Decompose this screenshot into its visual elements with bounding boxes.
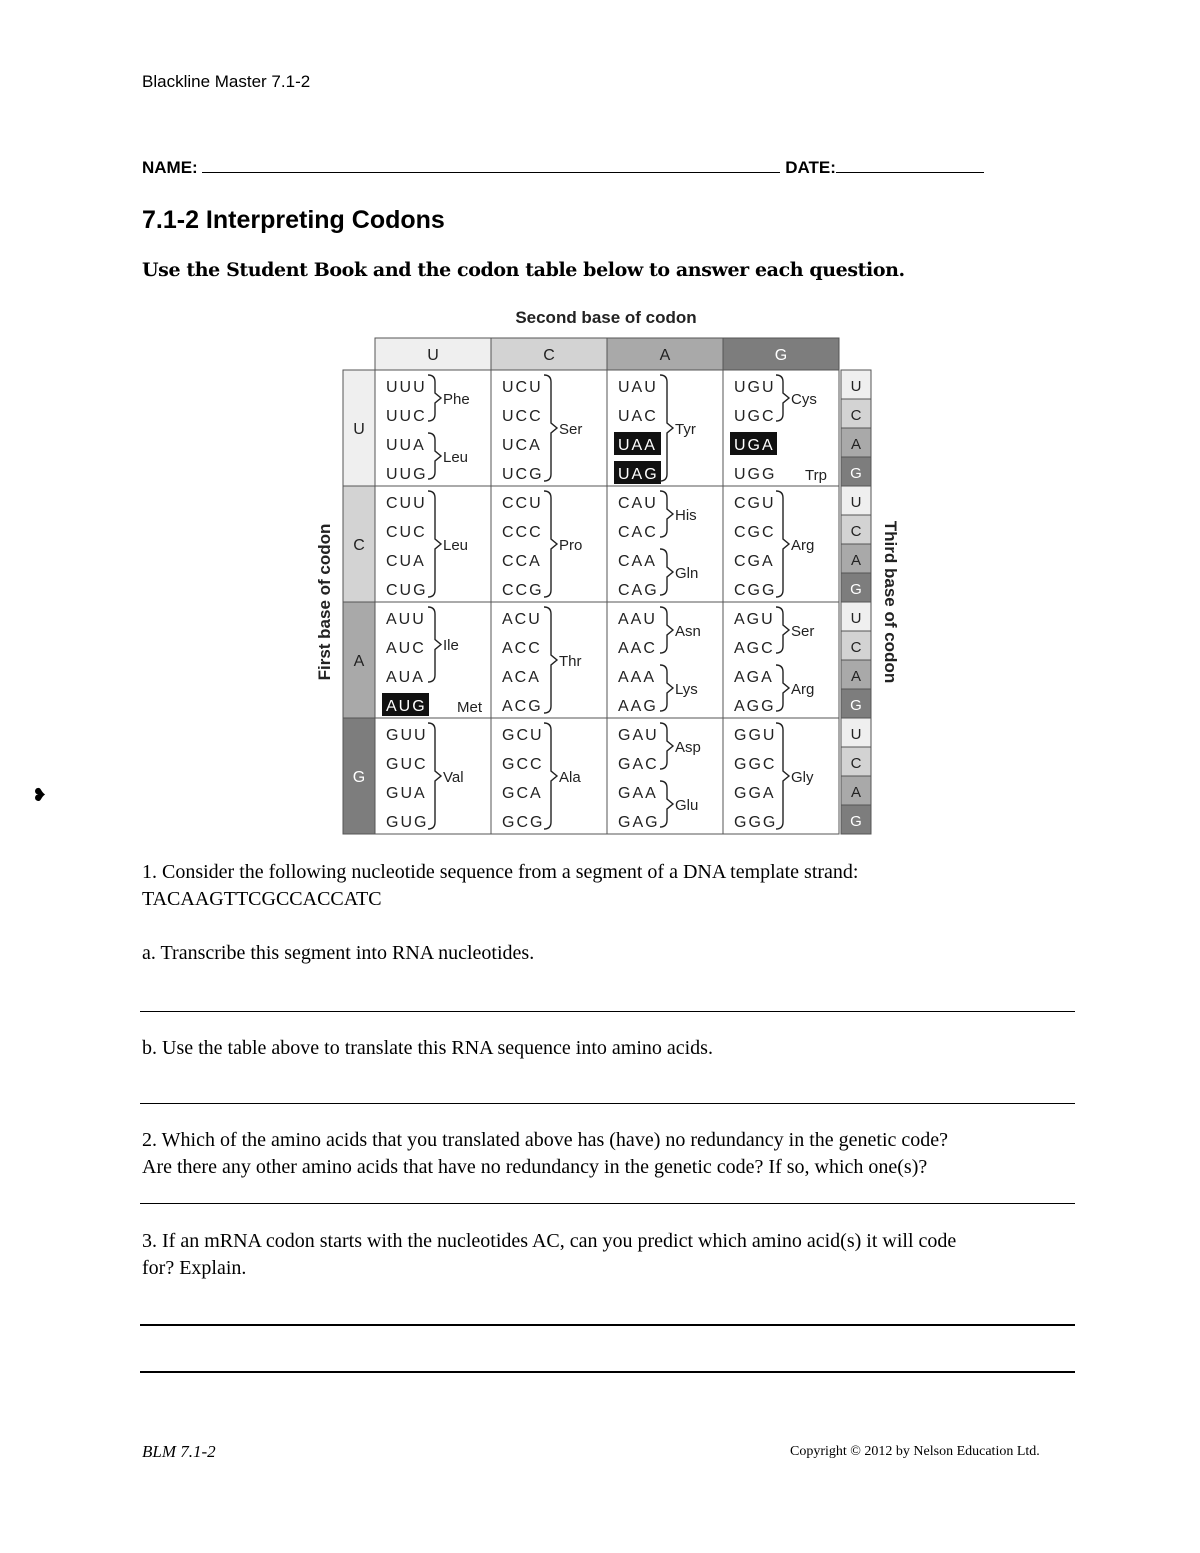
codon-CUG: CUG <box>386 582 428 599</box>
third-base-label-A: A <box>850 668 862 685</box>
answer-line-3a[interactable] <box>140 1324 1075 1326</box>
footer-copyright: Copyright © 2012 by Nelson Education Ltd. <box>790 1444 1040 1459</box>
codon-UUA: UUA <box>386 437 426 454</box>
codon-CUA: CUA <box>386 553 426 570</box>
third-base-label-G: G <box>850 813 862 830</box>
amino-acid-Arg: Arg <box>791 537 815 554</box>
name-label: NAME: <box>142 158 198 177</box>
codon-CGC: CGC <box>734 524 776 541</box>
codon-UAG: UAG <box>618 466 659 483</box>
question-1-text: 1. Consider the following nucleotide sequence from a segment of a DNA template strand: <box>142 861 859 883</box>
codon-CGG: CGG <box>734 582 777 599</box>
codon-GUA: GUA <box>386 785 427 802</box>
codon-CAG: CAG <box>618 582 659 599</box>
codon-CGU: CGU <box>734 495 776 512</box>
amino-acid-Ser: Ser <box>559 421 583 438</box>
third-base-label-G: G <box>850 581 862 598</box>
second-base-label-U: U <box>427 347 439 364</box>
question-3-line-1: 3. If an mRNA codon starts with the nucleotides AC, can you predict which amino acid(s) it will code <box>142 1230 957 1252</box>
codon-CCC: CCC <box>502 524 543 541</box>
dna-sequence: TACAAGTTCGCCACCATC <box>142 888 382 910</box>
codon-CUC: CUC <box>386 524 427 541</box>
codon-GCU: GCU <box>502 727 544 744</box>
codon-UCA: UCA <box>502 437 542 454</box>
codon-GAU: GAU <box>618 727 659 744</box>
question-1b: b. Use the table above to translate this RNA sequence into amino acids. <box>142 1037 713 1059</box>
question-1 <box>142 859 858 913</box>
codon-GGU: GGU <box>734 727 777 744</box>
codon-ACG: ACG <box>502 698 543 715</box>
codon-UGG: UGG <box>734 466 777 483</box>
codon-GUG: GUG <box>386 814 429 831</box>
amino-acid-Lys: Lys <box>675 681 698 698</box>
codon-GAC: GAC <box>618 756 659 773</box>
amino-acid-Ser: Ser <box>791 623 815 640</box>
third-base-label-A: A <box>850 436 862 453</box>
codon-CGA: CGA <box>734 553 775 570</box>
third-base-label-U: U <box>850 726 862 743</box>
amino-acid-Glu: Glu <box>675 797 699 814</box>
question-3-line-2: for? Explain. <box>142 1257 247 1279</box>
amino-acid-Asn: Asn <box>675 623 701 640</box>
third-base-label-C: C <box>850 639 862 656</box>
answer-line-1b[interactable] <box>140 1103 1075 1104</box>
codon-GGG: GGG <box>734 814 778 831</box>
footer-code: BLM 7.1-2 <box>142 1442 216 1461</box>
codon-AAA: AAA <box>618 669 657 686</box>
third-base-label-G: G <box>850 465 862 482</box>
codon-UCG: UCG <box>502 466 544 483</box>
date-label: DATE: <box>785 158 836 177</box>
codon-UUU: UUU <box>386 379 427 396</box>
codon-UCU: UCU <box>502 379 543 396</box>
question-2 <box>142 1127 948 1181</box>
amino-acid-Arg: Arg <box>791 681 815 698</box>
codon-GGA: GGA <box>734 785 776 802</box>
third-base-label-U: U <box>850 494 862 511</box>
amino-acid-Val: Val <box>443 769 464 786</box>
codon-CUU: CUU <box>386 495 427 512</box>
codon-UGA: UGA <box>734 437 775 454</box>
instructions: Use the Student Book and the codon table below to answer each question. <box>142 259 905 281</box>
second-base-label-G: G <box>774 347 788 364</box>
codon-AGC: AGC <box>734 640 775 657</box>
codon-UAA: UAA <box>618 437 657 454</box>
codon-GUU: GUU <box>386 727 428 744</box>
answer-line-2[interactable] <box>140 1203 1075 1204</box>
amino-acid-Leu: Leu <box>443 449 469 466</box>
codon-UAC: UAC <box>618 408 658 425</box>
answer-line-1a[interactable] <box>140 1011 1075 1012</box>
codon-AUG: AUG <box>386 698 427 715</box>
codon-AAC: AAC <box>618 640 657 657</box>
question-3 <box>142 1228 956 1282</box>
codon-UCC: UCC <box>502 408 543 425</box>
first-base-label-G: G <box>352 769 366 786</box>
amino-acid-Asp: Asp <box>675 739 701 756</box>
third-base-label-U: U <box>850 378 862 395</box>
codon-UUG: UUG <box>386 466 428 483</box>
codon-AUA: AUA <box>386 669 425 686</box>
codon-AGA: AGA <box>734 669 774 686</box>
codon-CCU: CCU <box>502 495 543 512</box>
margin-marker-icon: ❥ <box>32 785 48 805</box>
codon-AGG: AGG <box>734 698 776 715</box>
codon-UUC: UUC <box>386 408 427 425</box>
second-base-label-A: A <box>659 347 671 364</box>
second-base-label-C: C <box>543 347 555 364</box>
codon-CCA: CCA <box>502 553 542 570</box>
second-base-title: Second base of codon <box>515 308 697 327</box>
third-base-label-C: C <box>850 755 862 772</box>
answer-line-3b[interactable] <box>140 1371 1075 1373</box>
third-base-label-G: G <box>850 697 862 714</box>
amino-acid-Gln: Gln <box>675 565 699 582</box>
codon-GAG: GAG <box>618 814 660 831</box>
third-base-label-C: C <box>850 407 862 424</box>
blackline-master-label: Blackline Master 7.1-2 <box>142 72 311 91</box>
third-base-title: Third base of codon <box>881 520 900 684</box>
amino-acid-Ile: Ile <box>443 637 459 654</box>
codon-GCC: GCC <box>502 756 544 773</box>
first-base-label-A: A <box>353 653 365 670</box>
third-base-label-A: A <box>850 552 862 569</box>
codon-UGC: UGC <box>734 408 776 425</box>
codon-UGU: UGU <box>734 379 776 396</box>
third-base-label-A: A <box>850 784 862 801</box>
third-base-label-C: C <box>850 523 862 540</box>
codon-GCA: GCA <box>502 785 543 802</box>
codon-GUC: GUC <box>386 756 428 773</box>
codon-AGU: AGU <box>734 611 775 628</box>
amino-acid-Cys: Cys <box>791 391 817 408</box>
amino-acid-Pro: Pro <box>559 537 583 554</box>
codon-AUU: AUU <box>386 611 426 628</box>
question-1a: a. Transcribe this segment into RNA nucleotides. <box>142 942 535 964</box>
codon-CAU: CAU <box>618 495 658 512</box>
question-2-line-2: Are there any other amino acids that have no redundancy in the genetic code? If so, which one(s)? <box>142 1156 928 1178</box>
codon-ACU: ACU <box>502 611 542 628</box>
codon-GAA: GAA <box>618 785 658 802</box>
question-2-line-1: 2. Which of the amino acids that you translated above has (have) no redundancy in the genetic code? <box>142 1129 949 1151</box>
amino-acid-Ala: Ala <box>559 769 581 786</box>
amino-acid-Gly: Gly <box>791 769 814 786</box>
page-title: 7.1-2 Interpreting Codons <box>142 206 445 234</box>
amino-acid-Phe: Phe <box>443 391 470 408</box>
amino-acid-Leu: Leu <box>443 537 469 554</box>
amino-acid-Met: Met <box>457 699 483 716</box>
codon-AAU: AAU <box>618 611 657 628</box>
amino-acid-Trp: Trp <box>805 467 827 484</box>
codon-grid <box>343 338 871 834</box>
third-base-label-U: U <box>850 610 862 627</box>
codon-CCG: CCG <box>502 582 544 599</box>
first-base-label-C: C <box>353 537 365 554</box>
codon-ACC: ACC <box>502 640 542 657</box>
amino-acid-Thr: Thr <box>559 653 582 670</box>
amino-acid-His: His <box>675 507 697 524</box>
codon-ACA: ACA <box>502 669 541 686</box>
codon-AUC: AUC <box>386 640 426 657</box>
codon-GCG: GCG <box>502 814 545 831</box>
codon-UAU: UAU <box>618 379 658 396</box>
codon-GGC: GGC <box>734 756 777 773</box>
amino-acid-Tyr: Tyr <box>675 421 696 438</box>
codon-CAC: CAC <box>618 524 658 541</box>
codon-AAG: AAG <box>618 698 658 715</box>
codon-CAA: CAA <box>618 553 657 570</box>
first-base-label-U: U <box>353 421 365 438</box>
first-base-title: First base of codon <box>315 523 334 681</box>
